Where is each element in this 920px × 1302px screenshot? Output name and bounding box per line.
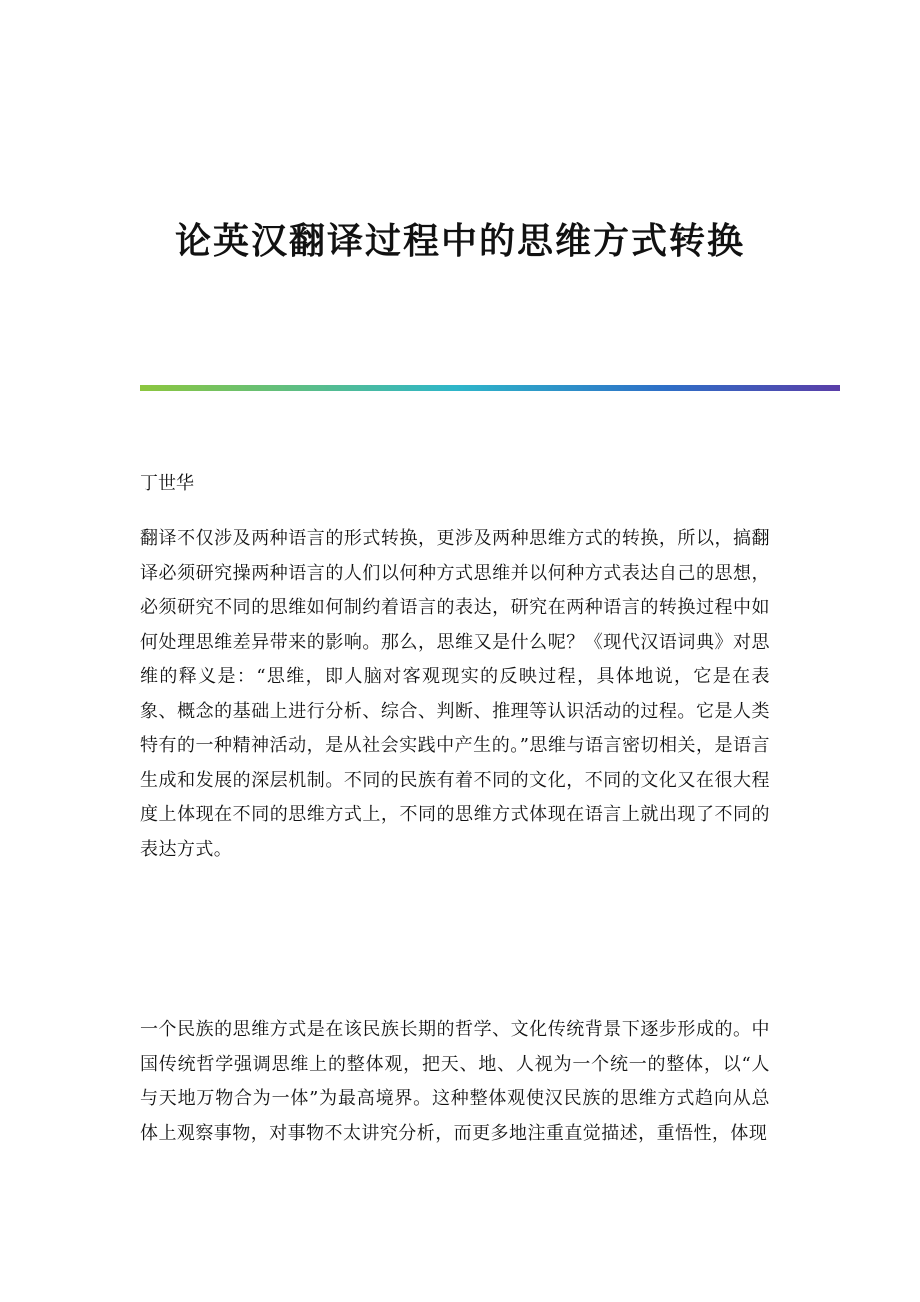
document-title: 论英汉翻译过程中的思维方式转换 bbox=[174, 220, 745, 262]
title-divider bbox=[140, 385, 840, 391]
body-paragraph-1: 翻译不仅涉及两种语言的形式转换，更涉及两种思维方式的转换，所以，搞翻译必须研究操两种语言的人们以何种方式思维并以何种方式表达自己的思想，必须研究不同的思维如何制约着语言的表达，研究在两种语言的转换过程中如何处理思维差异带来的影响。那么，思维又是什么呢？《现代汉语词典》对思维的释义是：“思维，即人脑对客观现实的反映过程，具体地说，它是在表象、概念的基础上进行分析、综合、判断、推理等认识活动的过程。它是人类特有的一种精神活动，是从社会实践中产生的。”思维与语言密切相关，是语言生成和发展的深层机制。不同的民族有着不同的文化，不同的文化又在很大程度上体现在不同的思维方式上，不同的思维方式体现在语言上就出现了不同的表达方式。 bbox=[140, 528, 770, 860]
author-name: 丁世华 bbox=[140, 473, 194, 494]
body-paragraph-2: 一个民族的思维方式是在该民族长期的哲学、文化传统背景下逐步形成的。中国传统哲学强调思维上的整体观，把天、地、人视为一个统一的整体，以“人与天地万物合为一体”为最高境界。这种整体观使汉民族的思维方式趋向从总体上观察事物，对事物不太讲究分析，而更多地注重直觉描述，重悟性，体现 bbox=[140, 1019, 770, 1144]
